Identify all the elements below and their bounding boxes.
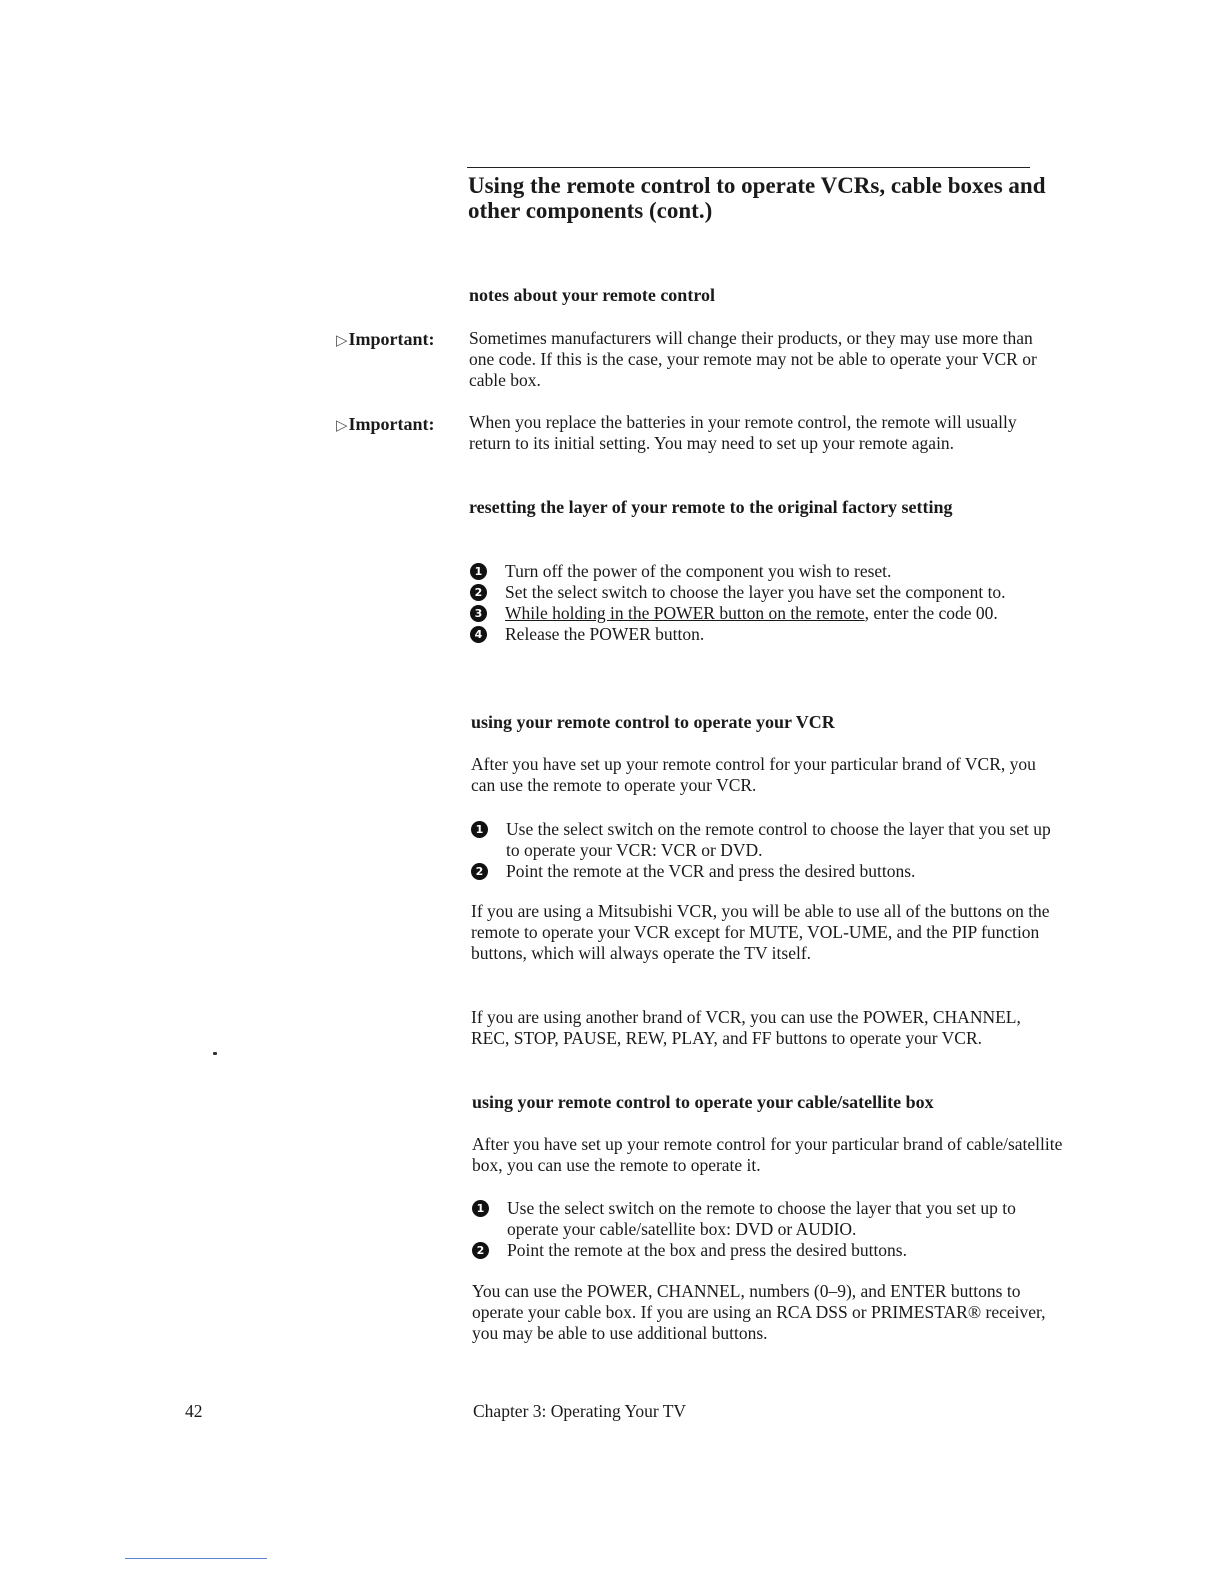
important-label-2: ▷Important:: [336, 414, 435, 434]
reset-steps: [470, 561, 1050, 645]
list-item: 2 Set the select switch to choose the layer you have set the component to.: [470, 582, 1050, 603]
footer-chapter: Chapter 3: Operating Your TV: [473, 1401, 687, 1421]
list-item: 1 Use the select switch on the remote to choose the layer that you set up to operate your cable/satellite box: DVD or AUDIO.: [472, 1198, 1062, 1240]
important-text-1: Sometimes manufacturers will change their products, or they may use more than one code. If this is the case, your remote may not be able to operate your VCR or cable box.: [469, 328, 1037, 390]
list-item: 2 Point the remote at the VCR and press the desired buttons.: [471, 861, 1056, 882]
step-number-icon: 2: [472, 1242, 489, 1259]
vcr-steps: [471, 819, 1056, 882]
page-title: Using the remote control to operate VCRs, cable boxes and other components (cont.): [468, 173, 1046, 223]
reset-heading: resetting the layer of your remote to the original factory setting: [469, 497, 953, 517]
step-number-icon: 2: [471, 863, 488, 880]
step-number-icon: 1: [472, 1200, 489, 1217]
step-number-icon: 3: [470, 605, 487, 622]
list-item: 2 Point the remote at the box and press the desired buttons.: [472, 1240, 1062, 1261]
step-number-icon: 1: [470, 563, 487, 580]
cable-paragraph: You can use the POWER, CHANNEL, numbers (0–9), and ENTER buttons to operate your cable box. If you are using an RCA DSS or PRIMESTAR® receiver, you may be able to use additional buttons.: [472, 1281, 1046, 1343]
title-rule: [467, 167, 1030, 168]
step-number-icon: 2: [470, 584, 487, 601]
important-label-1: ▷Important:: [336, 329, 435, 349]
scan-edge-line: [125, 1558, 267, 1559]
vcr-heading: using your remote control to operate your VCR: [471, 712, 835, 732]
notes-heading: notes about your remote control: [469, 285, 715, 305]
important-text-2: When you replace the batteries in your remote control, the remote will usually return to its initial setting. You may need to set up your remote again.: [469, 412, 1017, 453]
page-number: 42: [185, 1401, 203, 1421]
list-item: 3 While holding in the POWER button on the remote, enter the code 00.: [470, 603, 1050, 624]
step-number-icon: 4: [470, 626, 487, 643]
scan-speck: [213, 1052, 217, 1055]
cable-heading: using your remote control to operate your cable/satellite box: [472, 1092, 934, 1112]
cable-intro: After you have set up your remote control for your particular brand of cable/satellite box, you can use the remote to operate it.: [472, 1134, 1063, 1175]
list-item: 1 Turn off the power of the component you wish to reset.: [470, 561, 1050, 582]
vcr-paragraph-2: If you are using another brand of VCR, you can use the POWER, CHANNEL, REC, STOP, PAUSE, REW, PLAY, and FF buttons to operate your VCR.: [471, 1007, 1021, 1048]
cable-steps: [472, 1198, 1062, 1261]
list-item: 1 Use the select switch on the remote control to choose the layer that you set up to operate your VCR: VCR or DVD.: [471, 819, 1056, 861]
step-number-icon: 1: [471, 821, 488, 838]
list-item: 4 Release the POWER button.: [470, 624, 1050, 645]
triangle-icon: ▷: [336, 418, 348, 434]
vcr-intro: After you have set up your remote control for your particular brand of VCR, you can use the remote to operate your VCR.: [471, 754, 1036, 795]
triangle-icon: ▷: [336, 333, 348, 349]
vcr-paragraph-1: If you are using a Mitsubishi VCR, you will be able to use all of the buttons on the remote to operate your VCR except for MUTE, VOL-UME, and the PIP function buttons, which will always operate the TV itself.: [471, 901, 1050, 963]
